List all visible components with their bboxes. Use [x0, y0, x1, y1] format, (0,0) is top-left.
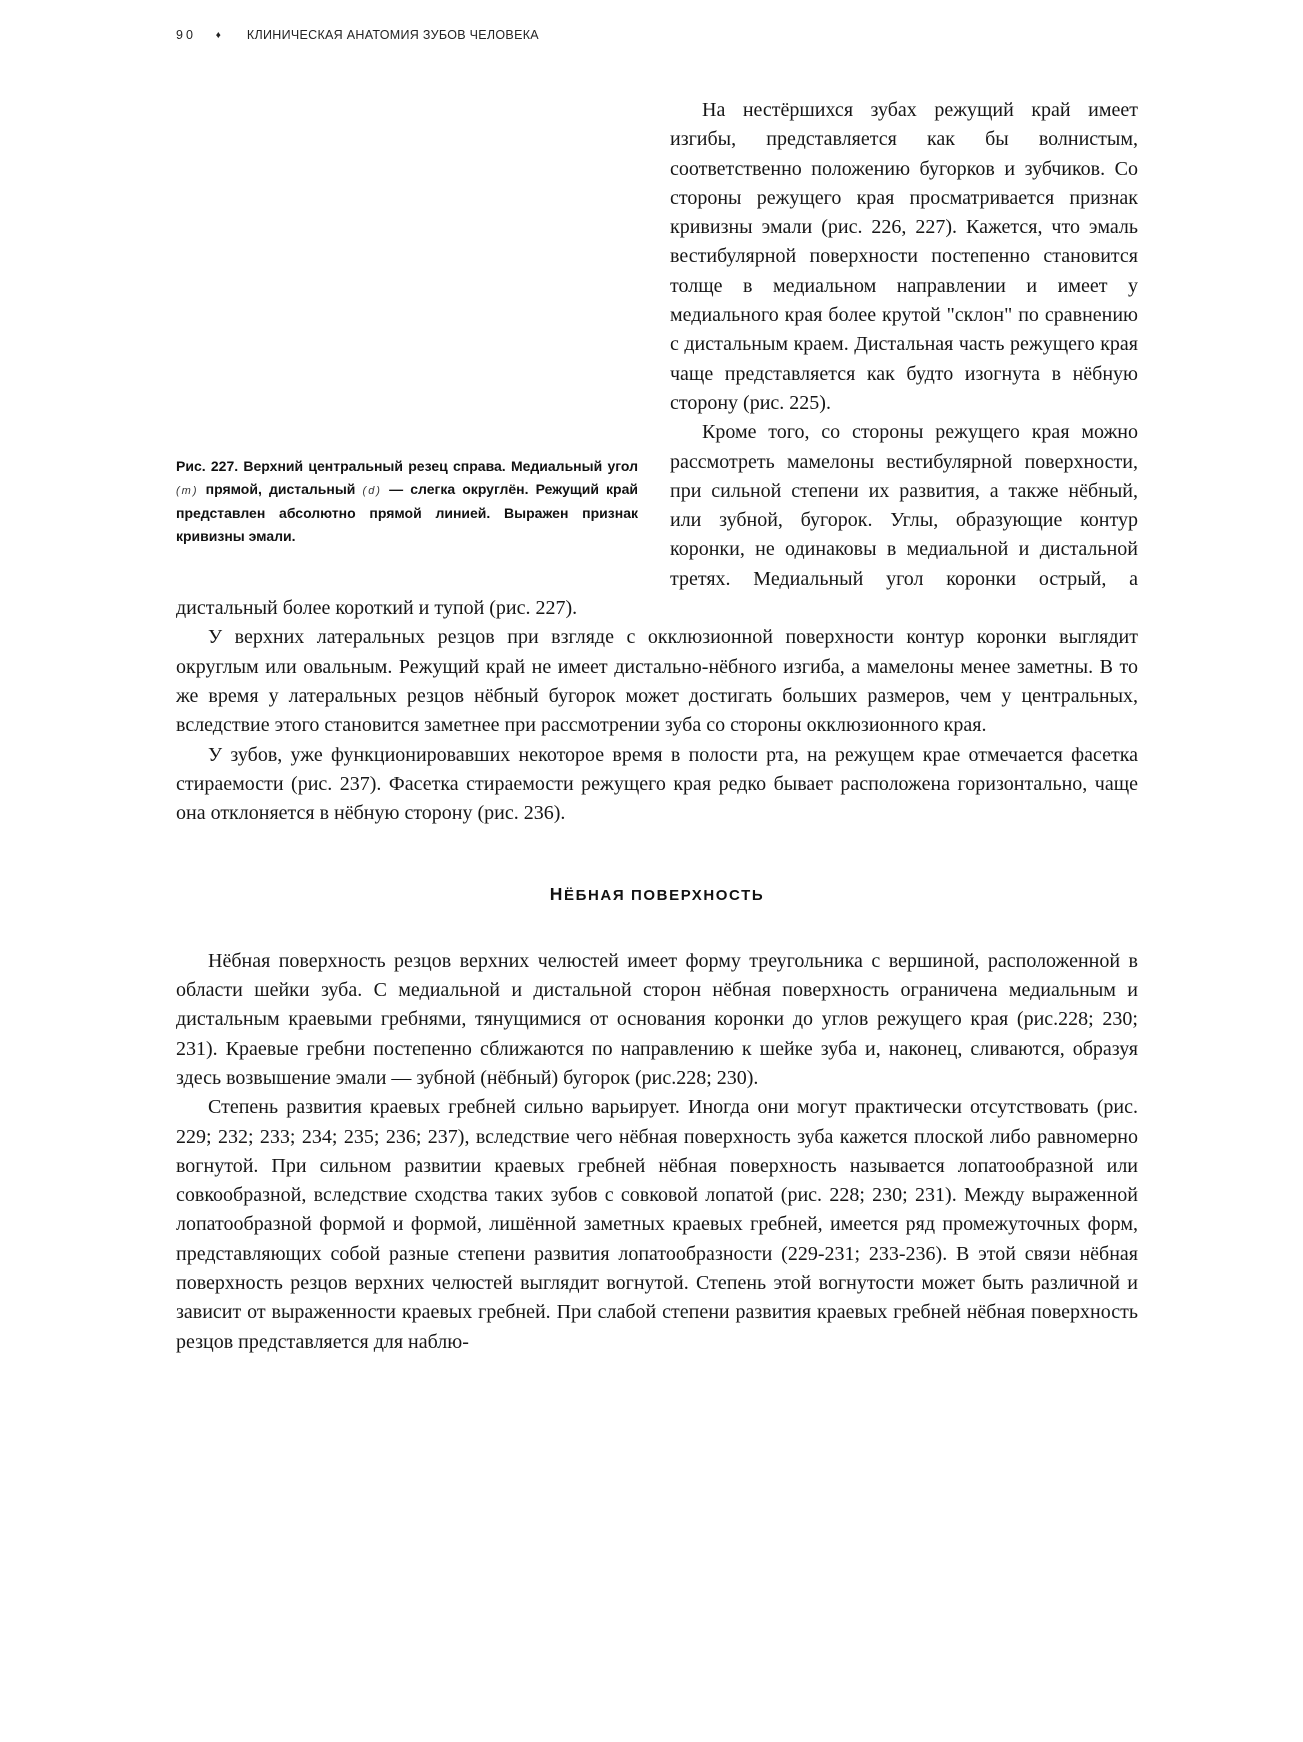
figure-float-spacer — [176, 96, 670, 581]
running-header — [176, 28, 539, 42]
page-number: 90 — [176, 28, 196, 42]
main-text — [176, 96, 1138, 1357]
caption-symbol-d: (d) — [362, 484, 382, 497]
section-heading — [176, 880, 1138, 910]
caption-label: Рис. 227. — [176, 458, 239, 474]
caption-symbol-m: (m) — [176, 484, 199, 497]
caption-text-3: — слегка округлён. Режущий край представлен абсолютно прямой линией. Выражен признак кривизны эмали. — [176, 480, 638, 544]
section-heading-initial: Н — [549, 884, 564, 905]
paragraph: У зубов, уже функционировавших некоторое время в полости рта, на режущем крае отмечается фасетка стираемости (рис. 237). Фасетка стираемости режущего края редко бывает расположена горизонтально, чаще она отклоняется в нёбную сторону (рис. 236). — [176, 743, 1138, 825]
paragraph: У верхних латеральных резцов при взгляде с окклюзионной поверхности контур коронки выглядит округлым или овальным. Режущий край не имеет дистально-нёбного изгиба, а мамелоны менее заметны. В то же время у латеральных резцов нёбный бугорок может достигать больших размеров, чем у центральных, вследствие этого становится заметнее при рассмотрении зуба со стороны окклюзионного края. — [176, 626, 1138, 737]
section-heading-rest: ЁБНАЯ ПОВЕРХНОСТЬ — [563, 887, 765, 905]
paragraph: На нестёршихся зубах режущий край имеет изгибы, представляется как бы волнистым, соответственно положению бугорков и зубчиков. Со стороны режущего края просматривается признак кривизны эмали (рис. 226, 227). Кажется, что эмаль вестибулярной поверхности постепенно становится толще в медиальном направлении и имеет у медиального края более крутой "склон" по сравнению с дистальным краем. Дистальная часть режущего края чаще представляется как будто изогнута в нёбную сторону (рис. 225). — [670, 99, 1138, 414]
paragraph: Нёбная поверхность резцов верхних челюстей имеет форму треугольника с вершиной, расположенной в области шейки зуба. С медиальной и дистальной сторон нёбная поверхность ограничена медиальным и дистальным краевыми гребнями, тянущимися от основания коронки до углов режущего края (рис.228; 230; 231). Краевые гребни постепенно сближаются по направлению к шейке зуба и, наконец, сливаются, образуя здесь возвышение эмали — зубной (нёбный) бугорок (рис.228; 230). — [176, 949, 1138, 1089]
paragraph: Кроме того, со стороны режущего края можно рассмотреть мамелоны вестибулярной поверхности, при сильной степени их развития, а также нёбный, или зубной, бугорок. Углы, образующие контур коронки, не одинаковы в медиальной и дистальной третях. Медиальный угол коронки острый, а дистальный более короткий и тупой (рис. 227). — [176, 421, 1138, 620]
caption-text-2: прямой, дистальный — [198, 480, 363, 497]
caption-text-1: Верхний центральный резец справа. Медиальный угол — [238, 458, 638, 474]
paragraph: Степень развития краевых гребней сильно варьирует. Иногда они могут практически отсутствовать (рис. 229; 232; 233; 234; 235; 236; 237), вследствие чего нёбная поверхность зуба кажется плоской либо равномерно вогнутой. При сильном развитии краевых гребней нёбная поверхность называется лопатообразной или совкообразной, вследствие сходства таких зубов с совковой лопатой (рис. 228; 230; 231). Между выраженной лопатообразной формой и формой, лишённой заметных краевых гребней, имеется ряд промежуточных форм, представляющих собой разные степени развития лопатообразности (229-231; 233-236). В этой связи нёбная поверхность резцов верхних челюстей выглядит вогнутой. Степень этой вогнутости может быть различной и зависит от выраженности краевых гребней. При слабой степени развития краевых гребней нёбная поверхность резцов представляется для наблю- — [176, 1096, 1138, 1353]
diamond-separator-icon: ♦ — [215, 30, 222, 41]
running-title: КЛИНИЧЕСКАЯ АНАТОМИЯ ЗУБОВ ЧЕЛОВЕКА — [246, 28, 539, 42]
